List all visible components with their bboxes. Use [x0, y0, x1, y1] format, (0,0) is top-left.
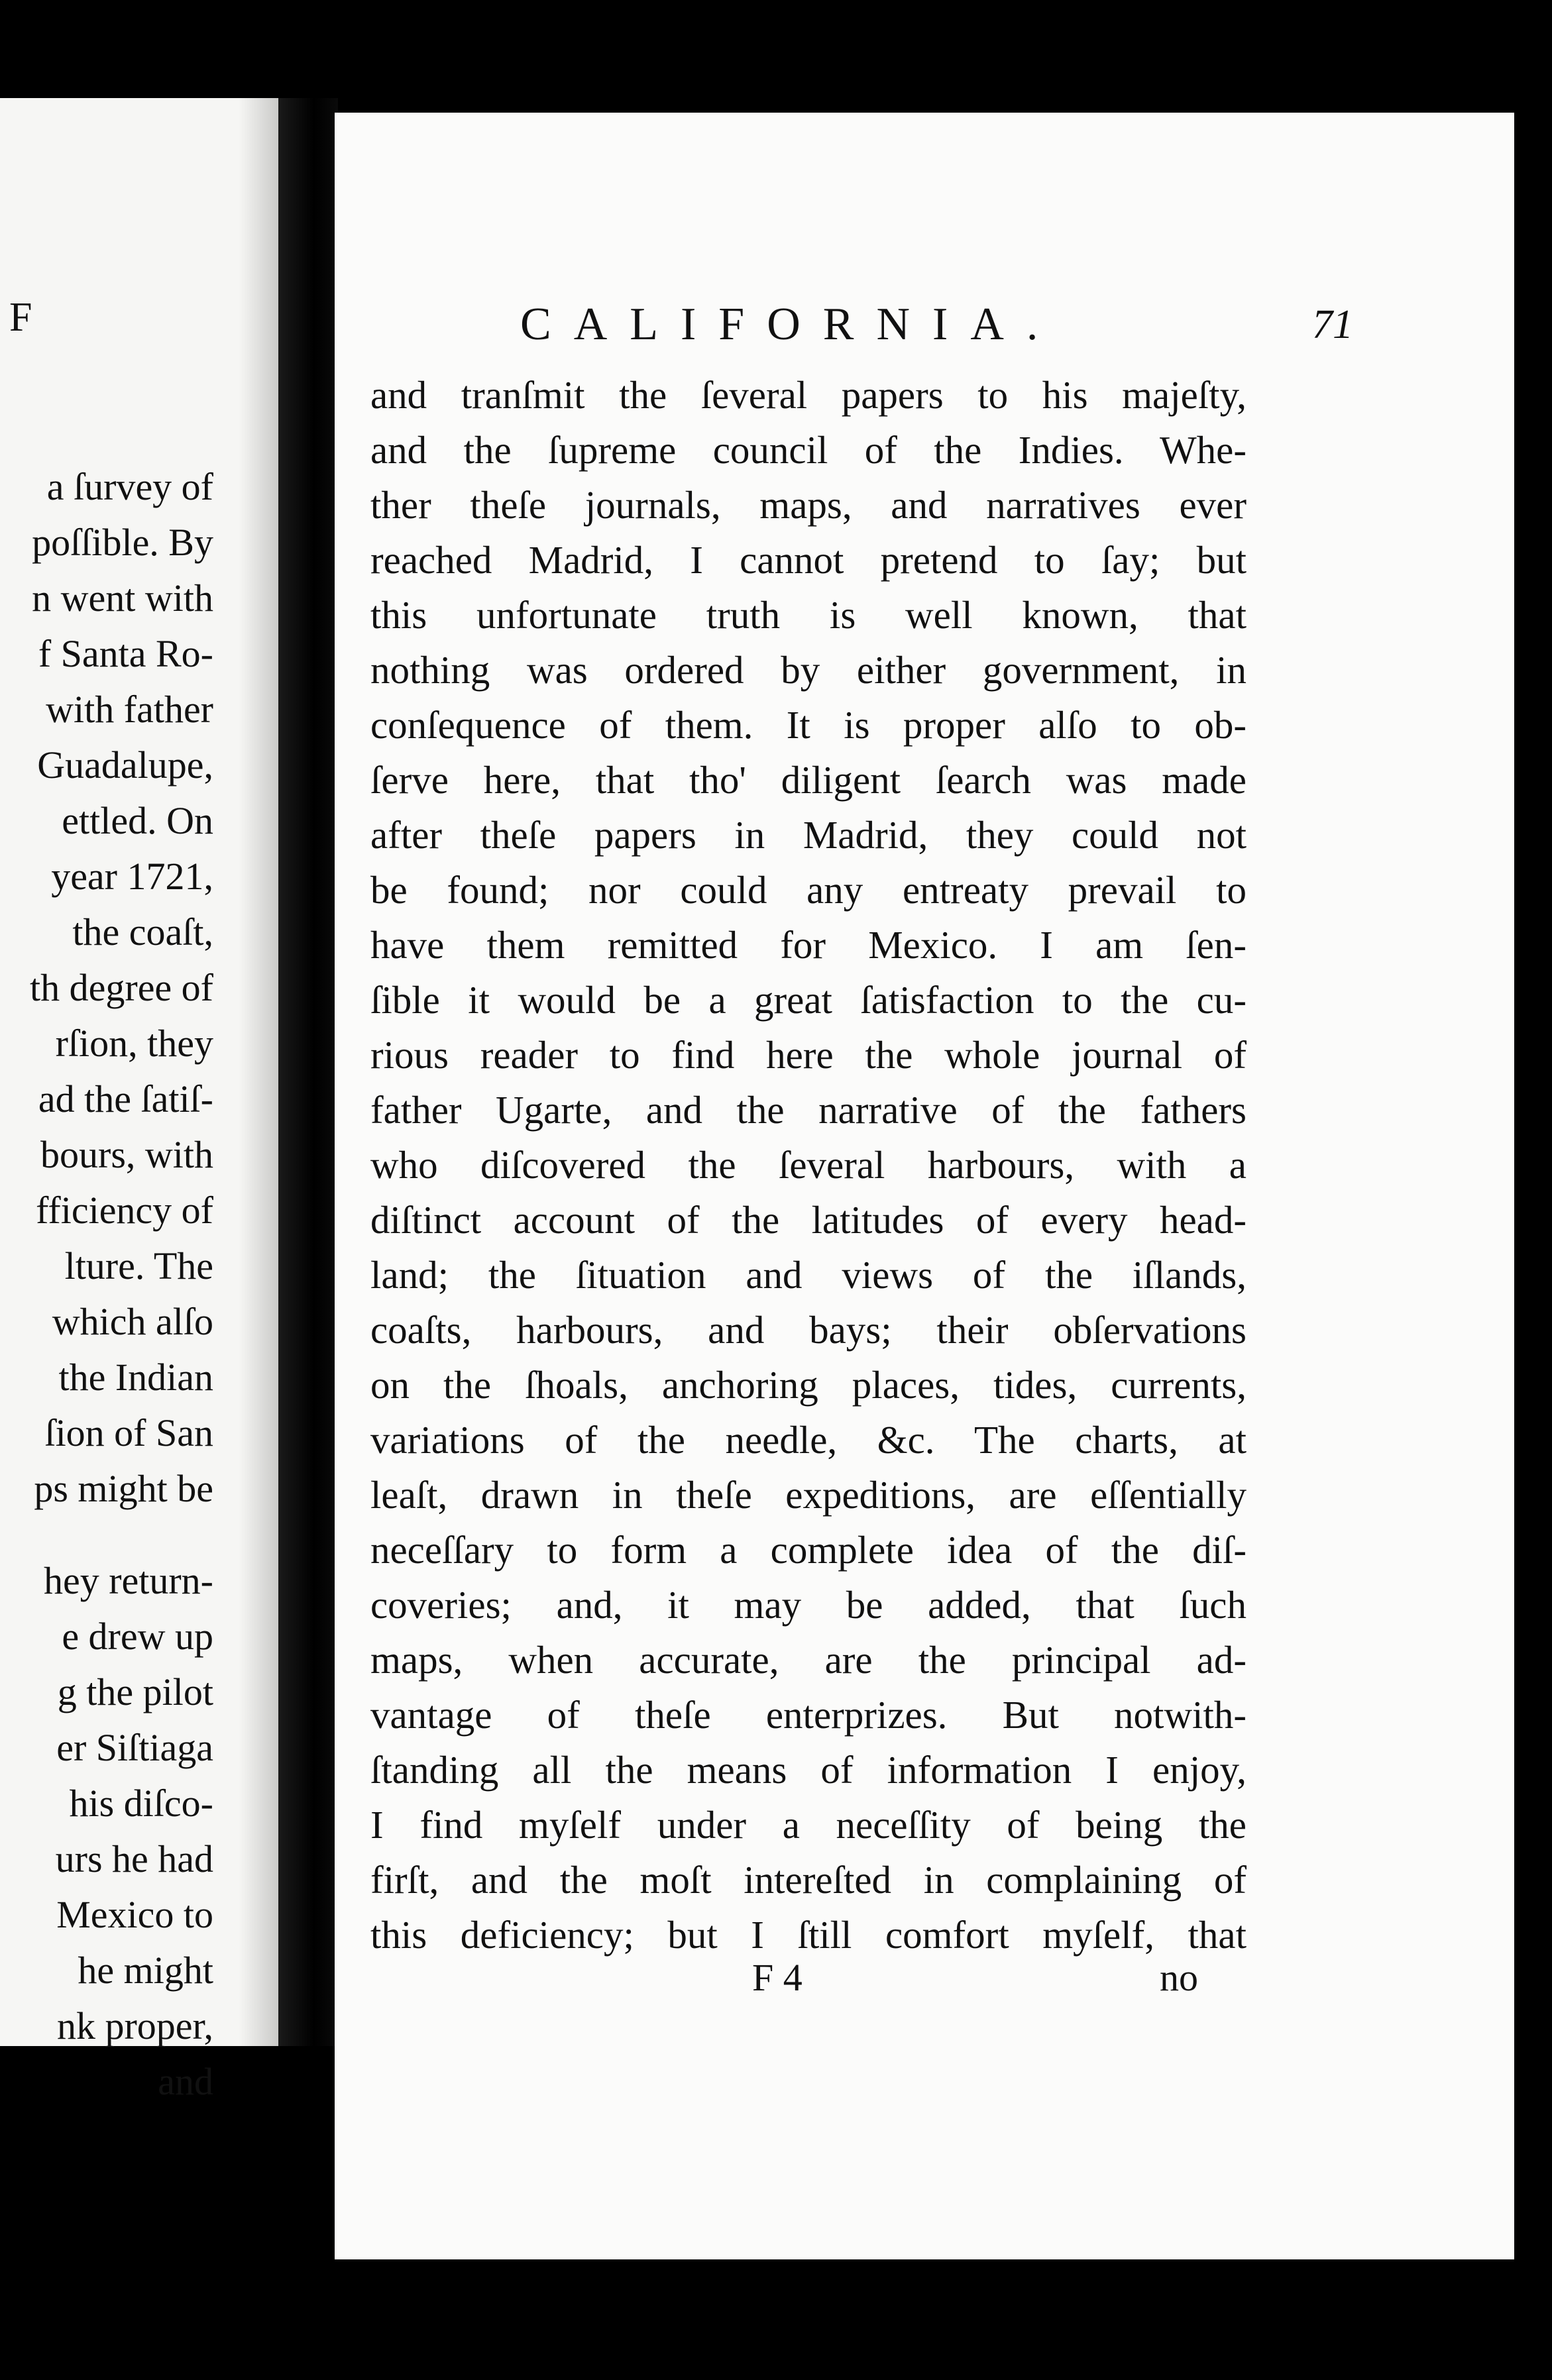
- text-line: reached Madrid, I cannot pretend to ſay; but: [370, 538, 1247, 582]
- left-line: f Santa Ro-: [38, 632, 213, 675]
- left-line: which alſo: [52, 1300, 213, 1343]
- left-line: nk proper,: [56, 2004, 213, 2047]
- left-line: and: [158, 2060, 213, 2103]
- text-line: coaſts, harbours, and bays; their obſervations: [370, 1308, 1247, 1352]
- text-line: leaſt, drawn in theſe expeditions, are eſſentially: [370, 1473, 1247, 1517]
- left-line: the coaſt,: [72, 910, 213, 953]
- left-line: rſion, they: [55, 1022, 213, 1065]
- left-page: [0, 98, 278, 2103]
- catchword: no: [1160, 1956, 1198, 1999]
- left-line: Mexico to: [56, 1893, 213, 1936]
- left-line: his diſco-: [69, 1782, 213, 1825]
- left-line: with father: [46, 688, 213, 731]
- gutter-shadow: [239, 98, 278, 2046]
- left-line: ad the ſatiſ-: [38, 1077, 213, 1120]
- running-title: CALIFORNIA.: [520, 299, 1061, 350]
- text-line: diſtinct account of the latitudes of every head-: [370, 1198, 1247, 1242]
- left-line: bours, with: [40, 1133, 213, 1176]
- left-line: poſſible. By: [32, 521, 213, 564]
- text-line: coveries; and, it may be added, that ſuch: [370, 1583, 1247, 1627]
- left-line: n went with: [32, 576, 213, 620]
- left-line: Guadalupe,: [37, 743, 213, 786]
- text-line: neceſſary to form a complete idea of the diſ-: [370, 1528, 1247, 1572]
- left-line: fficiency of: [36, 1189, 213, 1232]
- text-line: who diſcovered the ſeveral harbours, with a: [370, 1143, 1247, 1187]
- text-line: and tranſmit the ſeveral papers to his majeſty,: [370, 373, 1247, 417]
- text-line: this unfortunate truth is well known, that: [370, 593, 1247, 637]
- left-line: lture. The: [64, 1244, 213, 1287]
- book-gutter: [278, 98, 338, 2046]
- left-text-column: [30, 459, 213, 2110]
- text-line: nothing was ordered by either government, in: [370, 648, 1247, 692]
- text-line: land; the ſituation and views of the iſlands,: [370, 1253, 1247, 1297]
- left-line: hey return-: [43, 1559, 213, 1602]
- text-line: conſequence of them. It is proper alſo to ob-: [370, 703, 1247, 747]
- running-head: [335, 292, 1514, 358]
- text-line: on the ſhoals, anchoring places, tides, currents,: [370, 1363, 1247, 1407]
- left-line: urs he had: [55, 1837, 213, 1880]
- text-line: after theſe papers in Madrid, they could not: [370, 813, 1247, 857]
- left-line: ſion of San: [44, 1411, 213, 1454]
- text-line: maps, when accurate, are the principal ad-: [370, 1638, 1247, 1682]
- left-line: th degree of: [30, 966, 213, 1009]
- text-line: ſerve here, that tho' diligent ſearch was made: [370, 758, 1247, 802]
- text-line: ſtanding all the means of information I enjoy,: [370, 1748, 1247, 1792]
- page-number: 71: [1312, 302, 1353, 347]
- left-line: a ſurvey of: [46, 465, 213, 508]
- text-line: be found; nor could any entreaty prevail to: [370, 868, 1247, 912]
- text-line: father Ugarte, and the narrative of the fathers: [370, 1088, 1247, 1132]
- text-line: rious reader to find here the whole journal of: [370, 1033, 1247, 1077]
- left-line: ettled. On: [62, 799, 213, 842]
- text-line: have them remitted for Mexico. I am ſen-: [370, 923, 1247, 967]
- body-text: [370, 368, 1247, 1963]
- text-line: I find myſelf under a neceſſity of being the: [370, 1803, 1247, 1847]
- left-line: the Indian: [58, 1356, 213, 1399]
- right-page: [335, 113, 1514, 2259]
- text-line: this deficiency; but I ſtill comfort myſelf, that: [370, 1913, 1247, 1957]
- text-line: and the ſupreme council of the Indies. Whe-: [370, 428, 1247, 472]
- left-line: e drew up: [62, 1615, 213, 1658]
- text-line: ſible it would be a great ſatisfaction to the cu-: [370, 978, 1247, 1022]
- text-line: variations of the needle, &c. The charts, at: [370, 1418, 1247, 1462]
- left-line: ps might be: [34, 1467, 213, 1510]
- text-line: firſt, and the moſt intereſted in complaining of: [370, 1858, 1247, 1902]
- left-line: g the pilot: [57, 1670, 213, 1713]
- text-line: vantage of theſe enterprizes. But notwith-: [370, 1693, 1247, 1737]
- signature-mark: F 4: [752, 1956, 803, 1999]
- text-line: ther theſe journals, maps, and narratives ever: [370, 483, 1247, 527]
- left-line: year 1721,: [51, 855, 213, 898]
- left-line: he might: [78, 1949, 213, 1992]
- left-running-head: F: [9, 295, 32, 340]
- left-line: er Siſtiaga: [56, 1726, 213, 1769]
